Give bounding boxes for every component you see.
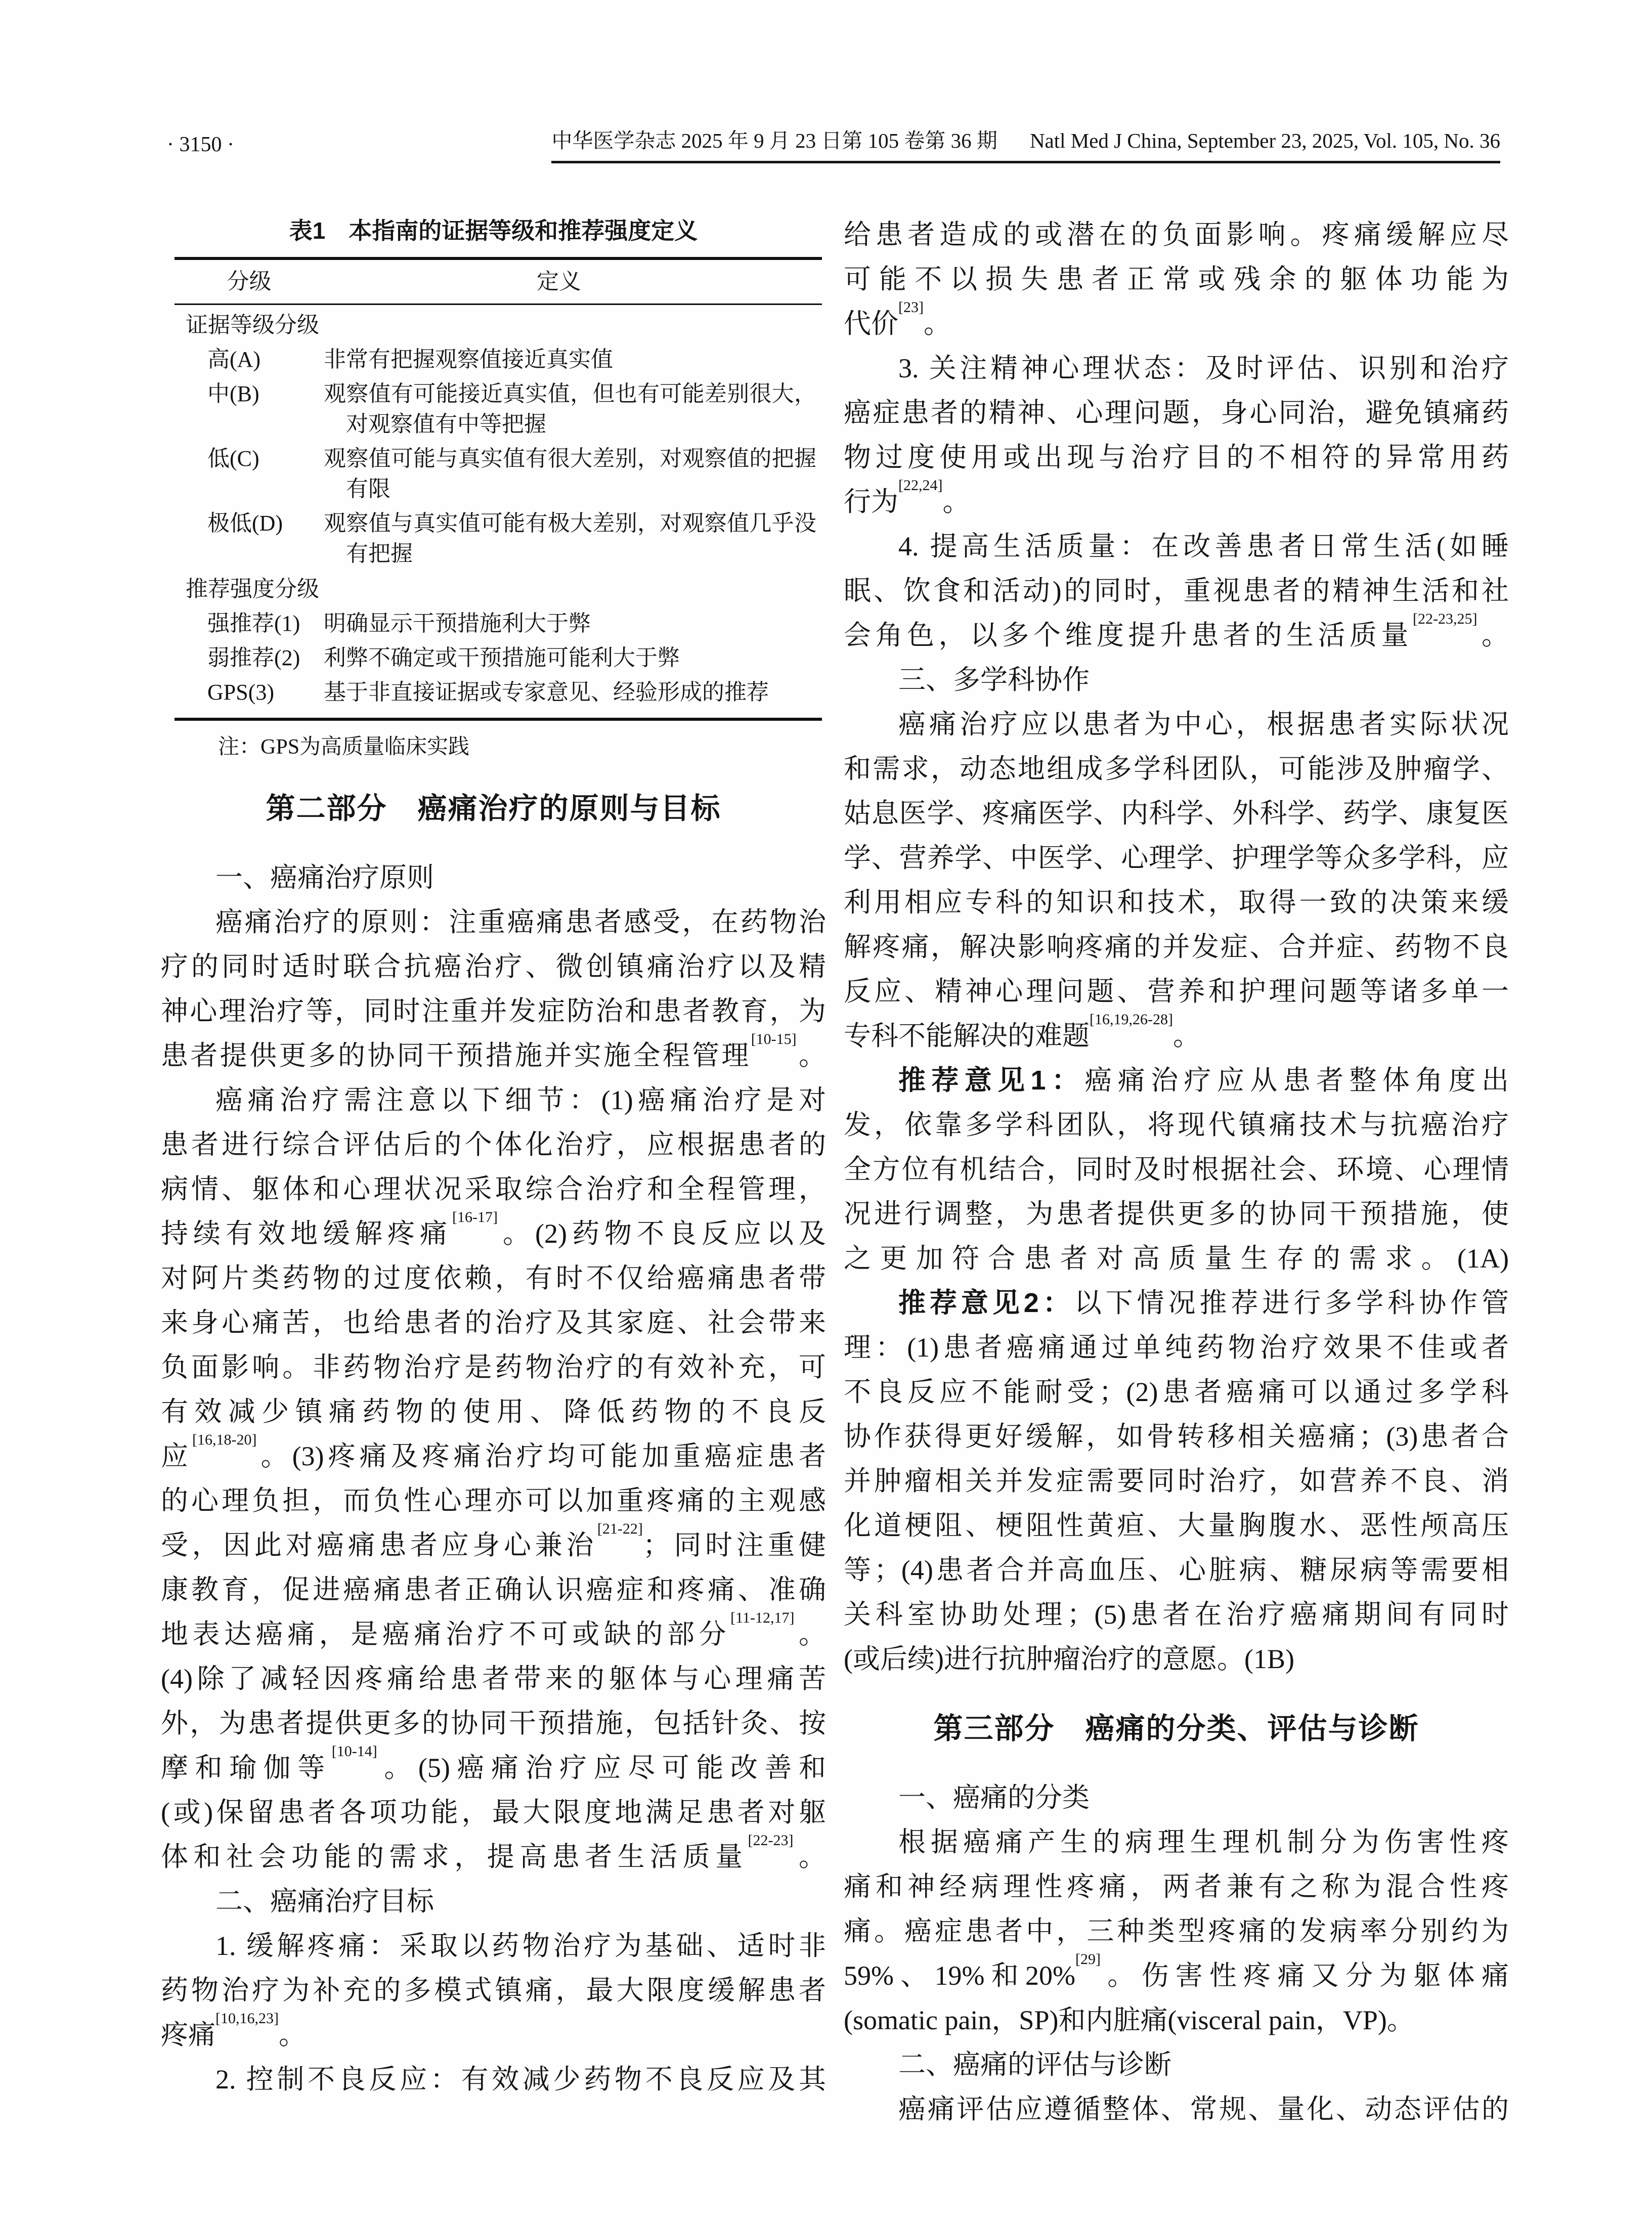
citation-reference: [23]	[898, 299, 924, 316]
journal-citation	[551, 127, 1500, 163]
text-line: 疼痛[10,16,23]。	[161, 2010, 306, 2050]
table-cell-grade: GPS(3)	[207, 680, 275, 705]
table-section-header: 证据等级分级	[186, 313, 319, 337]
text-line: 况进行调整，为患者提供更多的协同干预措施，使	[844, 1199, 1509, 1229]
journal-citation-en: Natl Med J China, September 23, 2025, Vol. 105, No. 36	[1029, 129, 1500, 152]
text-line: 解疼痛，解决影响疼痛的并发症、合并症、药物不良	[844, 932, 1509, 962]
table-row	[175, 379, 822, 440]
table-section-header: 推荐强度分级	[186, 577, 319, 601]
text-line: 有效减少镇痛药物的使用、降低药物的不良反	[161, 1397, 826, 1427]
text-line: 体和社会功能的需求，提高患者生活质量[22-23]。	[161, 1832, 827, 1872]
text-line: 4. 提高生活质量：在改善患者日常生活(如睡	[898, 531, 1509, 561]
table-row	[175, 344, 822, 375]
text-line: 神心理治疗等，同时注重并发症防治和患者教育，为	[161, 996, 826, 1026]
subsection-heading: 三、多学科协作	[898, 665, 1090, 695]
table1-col-grade: 分级	[227, 269, 272, 294]
text-line: 受，因此对癌痛患者应身心兼治[21-22]；同时注重健	[161, 1520, 827, 1560]
table-cell-grade: 中(B)	[207, 381, 259, 406]
citation-reference: [22-23]	[748, 1832, 794, 1849]
table-cell-grade: 弱推荐(2)	[207, 645, 300, 670]
left-column-text	[161, 788, 826, 2102]
text-line: 应[16,18-20]。(3)疼痛及疼痛治疗均可能加重癌症患者	[161, 1431, 826, 1471]
text-line: 反应、精神心理问题、营养和护理问题等诸多单一	[844, 976, 1509, 1007]
text-line: 眠、饮食和活动)的同时，重视患者的精神生活和社	[844, 576, 1509, 606]
text-line: (或后续)进行抗肿瘤治疗的意愿。(1B)	[844, 1644, 1294, 1674]
citation-reference: [10,16,23]	[215, 2010, 279, 2027]
text-line: 病情、躯体和心理状况采取综合治疗和全程管理，	[161, 1174, 826, 1204]
table-cell-grade: 低(C)	[207, 446, 259, 471]
text-line: 并肿瘤相关并发症需要同时治疗，如营养不良、消	[844, 1466, 1509, 1496]
table-cell-definition: 非常有把握观察值接近真实值	[324, 347, 613, 372]
page-number: · 3150 ·	[167, 133, 234, 156]
table-cell-grade: 高(A)	[207, 347, 261, 372]
subsection-heading: 一、癌痛治疗原则	[215, 862, 434, 893]
text-line: 和需求，动态地组成多学科团队，可能涉及肿瘤学、	[844, 754, 1509, 784]
table-cell-definition: 观察值有可能接近真实值，但也有可能差别很大，对观察值有中等把握	[324, 381, 816, 437]
text-line: 外，为患者提供更多的协同干预措施，包括针灸、按	[161, 1708, 826, 1738]
left-column	[161, 212, 826, 2102]
text-line: 痛。癌症患者中，三种类型疼痛的发病率分别约为	[844, 1916, 1509, 1946]
citation-reference: [11-12,17]	[730, 1609, 795, 1626]
right-column	[844, 212, 1509, 2131]
text-line: 患者提供更多的协同干预措施并实施全程管理[10-15]。	[161, 1031, 827, 1071]
table-cell-definition: 明确显示干预措施利大于弊	[324, 611, 591, 636]
text-line: 利用相应专科的知识和技术，取得一致的决策来缓	[844, 887, 1509, 918]
text-line: 行为[22,24]。	[844, 477, 970, 517]
text-line: 给患者造成的或潜在的负面影响。疼痛缓解应尽	[844, 220, 1509, 250]
page-header	[0, 127, 1652, 188]
citation-reference: [21-22]	[597, 1520, 643, 1537]
table1	[175, 257, 822, 721]
text-line: 可能不以损失患者正常或残余的躯体功能为	[844, 264, 1509, 294]
text-line: 的心理负担，而负性心理亦可以加重疼痛的主观感	[161, 1486, 826, 1516]
text-line: 药物治疗为补充的多模式镇痛，最大限度缓解患者	[161, 1975, 826, 2005]
text-line: 3. 关注精神心理状态：及时评估、识别和治疗	[898, 353, 1509, 383]
text-line: 痛和神经病理性疼痛，两者兼有之称为混合性疼	[844, 1871, 1509, 1902]
table-cell-definition: 基于非直接证据或专家意见、经验形成的推荐	[324, 680, 769, 705]
text-line: 学、营养学、中医学、心理学、护理学等众多学科，应	[844, 843, 1509, 873]
citation-reference: [29]	[1075, 1951, 1101, 1968]
text-line: 1. 缓解疼痛：采取以药物治疗为基础、适时非	[215, 1931, 826, 1961]
text-line: 协作获得更好缓解，如骨转移相关癌痛；(3)患者合	[844, 1421, 1509, 1452]
table1-caption: 表1 本指南的证据等级和推荐强度定义	[289, 217, 698, 244]
text-line: 癌痛治疗的原则：注重癌痛患者感受，在药物治	[215, 907, 826, 937]
citation-reference: [22,24]	[898, 477, 943, 494]
citation-reference: [16-17]	[452, 1209, 498, 1226]
text-line: 之更加符合患者对高质量生存的需求。(1A)	[844, 1243, 1509, 1274]
table1-note: 注：GPS为高质量临床实践	[218, 735, 470, 759]
table1-col-definition: 定义	[537, 269, 581, 294]
text-line: 癌痛评估应遵循整体、常规、量化、动态评估的	[898, 2094, 1509, 2124]
text-line: (somatic pain，SP)和内脏痛(visceral pain，VP)。	[844, 2005, 1414, 2035]
text-line: 姑息医学、疼痛医学、内科学、外科学、药学、康复医	[844, 798, 1509, 828]
text-line: 不良反应不能耐受；(2)患者癌痛可以通过多学科	[844, 1377, 1509, 1407]
table-row	[175, 508, 822, 569]
table-cell-definition: 观察值可能与真实值有很大差别，对观察值的把握有限	[324, 446, 816, 501]
text-line: 化道梗阻、梗阻性黄疸、大量胸腹水、恶性颅高压	[844, 1510, 1509, 1541]
text-line: 专科不能解决的难题[16,19,26-28]。	[844, 1011, 1200, 1051]
text-line: 持续有效地缓解疼痛[16-17]。(2)药物不良反应以及	[161, 1209, 827, 1249]
text-line: 癌痛治疗应以患者为中心，根据患者实际状况	[898, 709, 1509, 739]
citation-reference: [16,19,26-28]	[1090, 1011, 1173, 1028]
text-line: 关科室协助处理；(5)患者在治疗癌痛期间有同时	[844, 1599, 1509, 1630]
right-column-text	[844, 212, 1509, 2131]
section-heading: 第二部分 癌痛治疗的原则与目标	[266, 792, 721, 825]
text-line: 地表达癌痛，是癌痛治疗不可或缺的部分[11-12,17]。	[161, 1609, 827, 1649]
citation-reference: [22-23,25]	[1413, 610, 1477, 627]
citation-reference: [10-14]	[331, 1743, 377, 1760]
table-row	[175, 444, 822, 504]
text-line: (或)保留患者各项功能，最大限度地满足患者对躯	[161, 1797, 826, 1827]
table-row	[175, 608, 822, 639]
text-line: 癌症患者的精神、心理问题，身心同治，避免镇痛药	[844, 398, 1509, 428]
text-line: 全方位有机结合，同时及时根据社会、环境、心理情	[844, 1154, 1509, 1185]
text-line: 癌痛治疗需注意以下细节：(1)癌痛治疗是对	[215, 1085, 826, 1115]
table-cell-grade: 强推荐(1)	[207, 611, 300, 636]
text-line: 等；(4)患者合并高血压、心脏病、糖尿病等需要相	[844, 1555, 1509, 1585]
citation-reference: [16,18-20]	[192, 1431, 257, 1448]
text-line: 推荐意见1：癌痛治疗应从患者整体角度出	[898, 1065, 1509, 1096]
text-line: 会角色，以多个维度提升患者的生活质量[22-23,25]。	[844, 610, 1509, 650]
text-line: 代价[23]。	[844, 299, 951, 339]
text-line: 摩和瑜伽等[10-14]。(5)癌痛治疗应尽可能改善和	[161, 1743, 827, 1783]
bold-run-in-label: 推荐意见2：	[898, 1288, 1074, 1318]
table-cell-definition: 观察值与真实值可能有极大差别，对观察值几乎没有把握	[324, 511, 816, 566]
subsection-heading: 二、癌痛的评估与诊断	[898, 2049, 1171, 2080]
table-row	[175, 677, 822, 708]
table-row	[175, 643, 822, 673]
table-cell-grade: 极低(D)	[207, 511, 283, 536]
citation-reference: [10-15]	[751, 1031, 797, 1048]
table1-body	[175, 310, 822, 708]
text-line: 负面影响。非药物治疗是药物治疗的有效补充，可	[161, 1352, 826, 1382]
journal-citation-cn: 中华医学杂志 2025 年 9 月 23 日第 105 卷第 36 期	[551, 129, 997, 152]
text-line: 对阿片类药物的过度依赖，有时不仅给癌痛患者带	[161, 1263, 826, 1293]
text-line: 2. 控制不良反应：有效减少药物不良反应及其	[215, 2064, 826, 2095]
bold-run-in-label: 推荐意见1：	[898, 1065, 1085, 1096]
text-line: 物过度使用或出现与治疗目的不相符的异常用药	[844, 442, 1509, 472]
section-heading: 第三部分 癌痛的分类、评估与诊断	[933, 1712, 1419, 1745]
text-line: (4)除了减轻因疼痛给患者带来的躯体与心理痛苦	[161, 1664, 826, 1694]
text-line: 发，依靠多学科团队，将现代镇痛技术与抗癌治疗	[844, 1110, 1509, 1140]
text-line: 根据癌痛产生的病理生理机制分为伤害性疼	[898, 1827, 1509, 1857]
text-line: 59%、19%和20%[29]。伤害性疼痛又分为躯体痛	[844, 1951, 1509, 1991]
text-line: 理：(1)患者癌痛通过单纯药物治疗效果不佳或者	[844, 1332, 1509, 1363]
text-line: 康教育，促进癌痛患者正确认识癌症和疼痛、准确	[161, 1575, 826, 1605]
subsection-heading: 一、癌痛的分类	[898, 1782, 1090, 1813]
table1-header-row	[175, 260, 822, 305]
table-cell-definition: 利弊不确定或干预措施可能利大于弊	[324, 645, 680, 670]
text-line: 疗的同时适时联合抗癌治疗、微创镇痛治疗以及精	[161, 951, 826, 982]
text-line: 来身心痛苦，也给患者的治疗及其家庭、社会带来	[161, 1307, 826, 1338]
text-line: 患者进行综合评估后的个体化治疗，应根据患者的	[161, 1129, 826, 1160]
text-line: 推荐意见2：以下情况推荐进行多学科协作管	[898, 1288, 1509, 1318]
subsection-heading: 二、癌痛治疗目标	[215, 1886, 434, 1916]
